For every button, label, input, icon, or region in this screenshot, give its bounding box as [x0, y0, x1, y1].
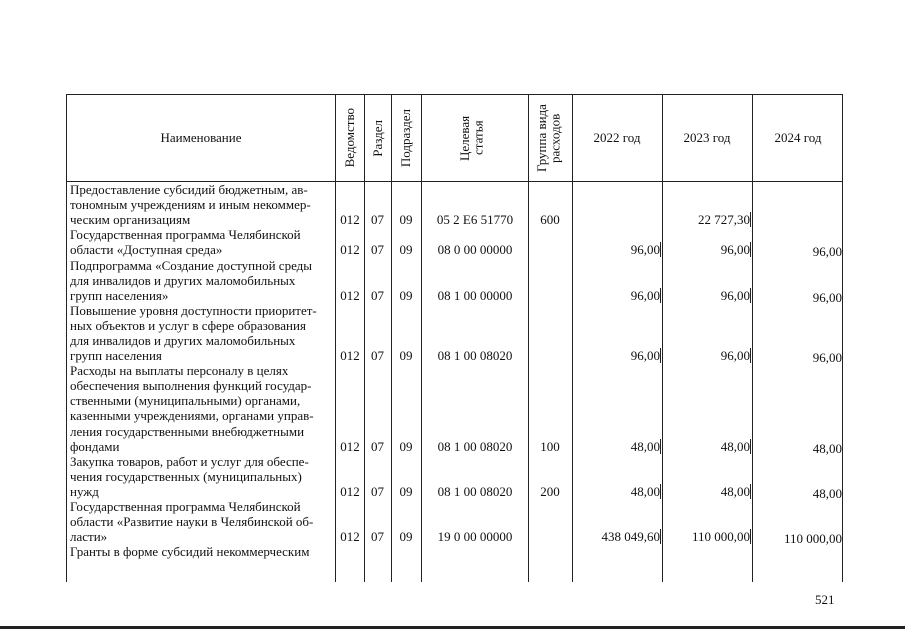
- cell-v2022: 96,00: [574, 242, 661, 257]
- cell-grp: 600: [540, 212, 560, 228]
- cell-target: 08 1 00 08020: [437, 348, 513, 364]
- cell-v2023: 48,00: [664, 484, 751, 499]
- cell-sec: 07: [371, 242, 384, 258]
- row-name-line: групп населения»: [70, 287, 169, 303]
- row-name-line: ственными (муниципальными) органами,: [70, 393, 301, 409]
- cell-border: [364, 243, 365, 259]
- cell-border: [391, 485, 392, 501]
- cell-dept: 012: [340, 287, 360, 303]
- row-name-line: Предоставление субсидий бюджетным, ав-: [70, 182, 308, 197]
- cell-border: [391, 243, 392, 259]
- cell-dept: 012: [340, 484, 360, 499]
- cell-border: [335, 530, 336, 546]
- header-subsection: Подраздел: [398, 108, 414, 168]
- row-name-line: фондами: [70, 438, 120, 454]
- cell-border: [364, 530, 365, 546]
- row-name: [70, 182, 334, 227]
- cell-border: [528, 440, 529, 456]
- scan-edge-line: [0, 626, 905, 629]
- cell-sec: 07: [371, 348, 384, 364]
- budget-table: [66, 94, 843, 582]
- cell-border: [391, 440, 392, 456]
- cell-v2022: 96,00: [574, 288, 661, 303]
- cell-v2023: 110 000,00: [664, 529, 751, 544]
- cell-border: [335, 289, 336, 305]
- cell-v2024: 110 000,00: [756, 531, 843, 546]
- cell-border: [335, 243, 336, 259]
- cell-border: [421, 213, 422, 229]
- row-name-line: Повышение уровня доступности приоритет-: [70, 302, 317, 318]
- header-2024: 2024 год: [774, 130, 822, 146]
- cell-dept: 012: [340, 438, 360, 454]
- cell-grp: 100: [540, 438, 560, 454]
- cell-sub: 09: [399, 348, 413, 364]
- cell-v2022: 438 049,60: [574, 529, 661, 544]
- row-name-line: Гранты в форме субсидий некоммерческим: [70, 544, 310, 560]
- cell-border: [391, 213, 392, 229]
- cell-border: [391, 530, 392, 546]
- row-name: [70, 454, 334, 499]
- cell-border: [421, 349, 422, 365]
- cell-sub: 09: [399, 529, 413, 545]
- cell-sub: 09: [399, 212, 413, 228]
- header-dept: Ведомство: [341, 108, 357, 168]
- row-name-line: области «Развитие науки в Челябинской об-: [70, 514, 314, 530]
- row-name-line: нужд: [70, 483, 99, 499]
- row-name: [70, 544, 334, 559]
- row-name-line: ных объектов и услуг в сфере образования: [70, 317, 306, 333]
- cell-target: 05 2 E6 51770: [436, 212, 514, 228]
- row-name-line: Подпрограмма «Создание доступной среды: [70, 257, 313, 273]
- cell-target: 08 1 00 08020: [437, 484, 513, 499]
- cell-border: [364, 440, 365, 456]
- cell-v2023: 96,00: [664, 288, 751, 303]
- cell-border: [364, 349, 365, 365]
- cell-border: [421, 530, 422, 546]
- cell-sec: 07: [371, 287, 384, 303]
- row-name-line: Закупка товаров, работ и услуг для обеспе-: [70, 453, 309, 469]
- cell-border: [335, 485, 336, 501]
- cell-target: 19 0 00 00000: [437, 529, 513, 545]
- row-name-line: для инвалидов и других маломобильных: [70, 332, 296, 348]
- row-name: [70, 303, 334, 363]
- cell-sub: 09: [399, 484, 413, 499]
- cell-border: [421, 485, 422, 501]
- cell-border: [528, 213, 529, 229]
- cell-border: [528, 243, 529, 259]
- header-name: Наименование: [160, 130, 242, 146]
- cell-border: [364, 213, 365, 229]
- cell-border: [391, 289, 392, 305]
- row-name: [70, 363, 334, 454]
- cell-border: [528, 530, 529, 546]
- cell-border: [421, 289, 422, 305]
- header-target: Целевая статья: [456, 115, 486, 161]
- cell-sub: 09: [399, 287, 413, 303]
- cell-border: [528, 289, 529, 305]
- row-name: [70, 499, 334, 544]
- cell-border: [335, 440, 336, 456]
- row-name: [70, 227, 334, 257]
- row-name-line: ческим организациям: [70, 212, 191, 228]
- cell-dept: 012: [340, 348, 360, 364]
- header-2023: 2023 год: [683, 130, 731, 146]
- cell-border: [335, 349, 336, 365]
- cell-border: [364, 289, 365, 305]
- row-name-line: для инвалидов и других маломобильных: [70, 272, 296, 288]
- cell-v2023: 48,00: [664, 439, 751, 454]
- cell-v2023: 96,00: [664, 348, 751, 363]
- header-group: Группа вида расходов: [534, 104, 563, 172]
- header-section: Раздел: [369, 119, 385, 157]
- cell-border: [421, 243, 422, 259]
- row-name-line: ления государственными внебюджетными: [70, 423, 305, 439]
- cell-v2022: 48,00: [574, 439, 661, 454]
- row-name-line: Государственная программа Челябинской: [70, 227, 301, 243]
- row-name-line: ласти»: [70, 529, 108, 545]
- header-2022: 2022 год: [593, 130, 641, 146]
- row-name-line: обеспечения выполнения функций государ-: [70, 378, 312, 394]
- row-name-line: тономным учреждениям и иным некоммер-: [70, 197, 311, 213]
- cell-v2023: 96,00: [664, 242, 751, 257]
- cell-sec: 07: [371, 212, 384, 228]
- cell-dept: 012: [340, 242, 360, 258]
- row-name-line: Расходы на выплаты персоналу в целях: [70, 363, 289, 379]
- row-name-line: области «Доступная среда»: [70, 242, 223, 258]
- cell-v2024: 48,00: [756, 486, 843, 501]
- cell-dept: 012: [340, 529, 360, 545]
- cell-sec: 07: [371, 529, 384, 545]
- row-name-line: чения государственных (муниципальных): [70, 468, 302, 484]
- cell-sub: 09: [399, 438, 413, 454]
- row-name: [70, 258, 334, 303]
- cell-sec: 07: [371, 484, 384, 499]
- cell-v2022: 96,00: [574, 348, 661, 363]
- cell-v2024: 96,00: [756, 244, 843, 259]
- cell-v2022: 48,00: [574, 484, 661, 499]
- cell-border: [364, 485, 365, 501]
- cell-sub: 09: [399, 242, 413, 258]
- cell-border: [528, 485, 529, 501]
- cell-border: [528, 349, 529, 365]
- cell-sec: 07: [371, 438, 384, 454]
- cell-v2023: 22 727,30: [664, 212, 751, 227]
- cell-border: [421, 440, 422, 456]
- cell-border: [335, 213, 336, 229]
- cell-dept: 012: [340, 212, 360, 228]
- cell-target: 08 1 00 00000: [437, 287, 513, 303]
- cell-grp: 200: [540, 484, 560, 499]
- cell-v2024: 48,00: [756, 441, 843, 456]
- page-number: 521: [815, 592, 835, 607]
- cell-target: 08 0 00 00000: [437, 242, 513, 258]
- row-name-line: групп населения: [70, 348, 162, 364]
- row-name-line: казенными учреждениями, органами управ-: [70, 408, 314, 424]
- row-name-line: Государственная программа Челябинской: [70, 499, 301, 515]
- cell-target: 08 1 00 08020: [437, 438, 513, 454]
- cell-v2024: 96,00: [756, 290, 843, 305]
- cell-border: [391, 349, 392, 365]
- cell-v2024: 96,00: [756, 350, 843, 365]
